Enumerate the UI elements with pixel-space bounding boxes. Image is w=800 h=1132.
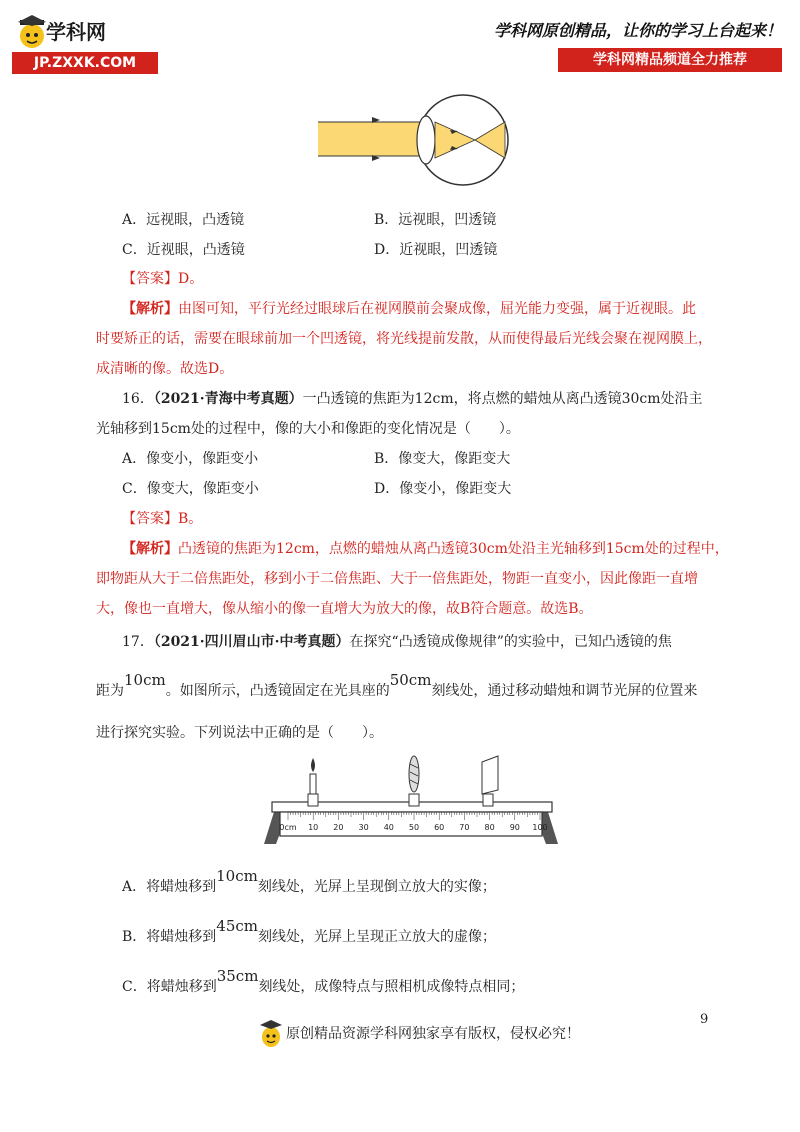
ruler-label: 60: [434, 823, 445, 832]
ruler-label: 80: [484, 823, 495, 832]
q17-stem-line-2: [96, 671, 698, 701]
q17-stem-2c: 刻线处，通过移动蜡烛和调节光屏的位置来: [431, 683, 698, 699]
header-slogan: 学科网原创精品，让你的学习上台起来！: [493, 21, 782, 40]
q16-stem-line-2: 光轴移到15cm处的过程中，像的大小和像距的变化情况是（ ）。: [96, 421, 520, 437]
q16-option-b: B．像变大，像距变大: [374, 451, 511, 467]
q17-option-b: [122, 917, 497, 947]
q17-option-a-text: A．将蜡烛移到: [122, 879, 217, 895]
q16-analysis-line-1: [122, 539, 729, 559]
q16-stem-line-1: [122, 389, 703, 409]
mascot-icon: [14, 12, 50, 52]
ruler-label: 30: [358, 823, 369, 832]
q17-stem-line-1: [122, 632, 672, 652]
eye-diagram: [318, 94, 510, 186]
ruler-label: 100: [532, 823, 548, 832]
ruler-label: 50: [408, 823, 420, 832]
q15-analysis-text-1: 由图可知，平行光经过眼球后在视网膜前会聚成像，屈光能力变强，属于近视眼。此: [178, 301, 696, 317]
q15-analysis-line-3: 成清晰的像。故选D。: [96, 361, 234, 377]
q15-analysis-line-2: 时要矫正的话，需要在眼球前加一个凹透镜，将光线提前发散，从而使得最后光线会聚在视网膜上，: [96, 331, 712, 347]
q15-option-d: D．近视眼，凹透镜: [374, 242, 498, 258]
q17-option-a-value: 10cm: [216, 867, 258, 885]
ruler-label: 10: [308, 823, 319, 832]
footer-mascot-icon: [258, 1018, 284, 1050]
header-banner: 学科网精品频道全力推荐: [558, 48, 782, 72]
q16-answer: 【答案】B。: [122, 511, 203, 527]
q17-option-c-value: 35cm: [216, 967, 259, 985]
q16-analysis-text-1: 凸透镜的焦距为12cm，点燃的蜡烛从离凸透镜30cm处沿主光轴移到15cm处的过程中，: [178, 541, 729, 557]
light-screen-icon: [482, 756, 498, 806]
q16-option-c: C．像变大，像距变小: [122, 481, 259, 497]
q17-lens-position: 50cm: [389, 671, 432, 689]
q17-number: 17．: [122, 634, 154, 650]
q16-analysis-tag: 【解析】: [122, 541, 178, 557]
q17-focal-length: 10cm: [124, 671, 166, 689]
logo-name: 学科网: [46, 20, 106, 44]
ruler-label: 70: [459, 823, 470, 832]
q16-option-a: A．像变小，像距变小: [122, 451, 259, 467]
candle-icon: [308, 758, 318, 806]
q16-source: （2021·青海中考真题）: [153, 391, 303, 407]
logo-url[interactable]: JP.ZXXK.COM: [12, 52, 158, 74]
optical-bench-diagram: [262, 752, 560, 848]
ruler-label: 20: [333, 823, 344, 832]
q17-stem-text-1: 在探究“凸透镜成像规律”的实验中，已知凸透镜的焦: [349, 634, 672, 650]
q17-option-b-text: B．将蜡烛移到: [122, 929, 217, 945]
q15-analysis-tag: 【解析】: [122, 301, 178, 317]
q17-option-b-text-2: 刻线处，光屏上呈现正立放大的虚像；: [258, 929, 497, 945]
q15-option-a: A．远视眼，凸透镜: [122, 212, 245, 228]
q17-source: （2021·四川眉山市·中考真题）: [153, 634, 350, 650]
q15-option-b: B．远视眼，凹透镜: [374, 212, 497, 228]
q17-option-a-text-2: 刻线处，光屏上呈现倒立放大的实像；: [257, 879, 496, 895]
q16-number: 16．: [122, 391, 154, 407]
q15-answer: 【答案】D。: [122, 271, 204, 287]
q15-analysis-line-1: [122, 299, 696, 319]
ruler-label: 40: [383, 823, 394, 832]
q17-stem-2a: 距为: [96, 683, 124, 699]
ruler-label: 0cm: [279, 823, 297, 832]
q17-option-b-value: 45cm: [216, 917, 259, 935]
footer-copyright: 原创精品资源学科网独家享有版权，侵权必究！: [286, 1026, 580, 1042]
q17-option-a: [122, 867, 496, 897]
q17-stem-2b: 。如图所示，凸透镜固定在光具座的: [165, 683, 390, 699]
q15-option-c: C．近视眼，凸透镜: [122, 242, 245, 258]
ruler-label: 90: [509, 823, 520, 832]
convex-lens-icon: [409, 756, 419, 806]
page-number: 9: [700, 1012, 709, 1027]
q16-analysis-line-2: 即物距从大于二倍焦距处，移到小于二倍焦距、大于一倍焦距处，物距一直变小，因此像距一直增: [96, 571, 698, 587]
q17-option-c: [122, 967, 525, 997]
q16-stem-text-1: 一凸透镜的焦距为12cm，将点燃的蜡烛从离凸透镜30cm处沿主: [302, 391, 703, 407]
q16-analysis-line-3: 大，像也一直增大，像从缩小的像一直增大为放大的像，故B符合题意。故选B。: [96, 601, 593, 617]
q17-stem-line-3: 进行探究实验。下列说法中正确的是（ ）。: [96, 725, 383, 741]
q17-option-c-text: C．将蜡烛移到: [122, 979, 217, 995]
q17-option-c-text-2: 刻线处，成像特点与照相机成像特点相同；: [258, 979, 525, 995]
q16-option-d: D．像变小，像距变大: [374, 481, 512, 497]
